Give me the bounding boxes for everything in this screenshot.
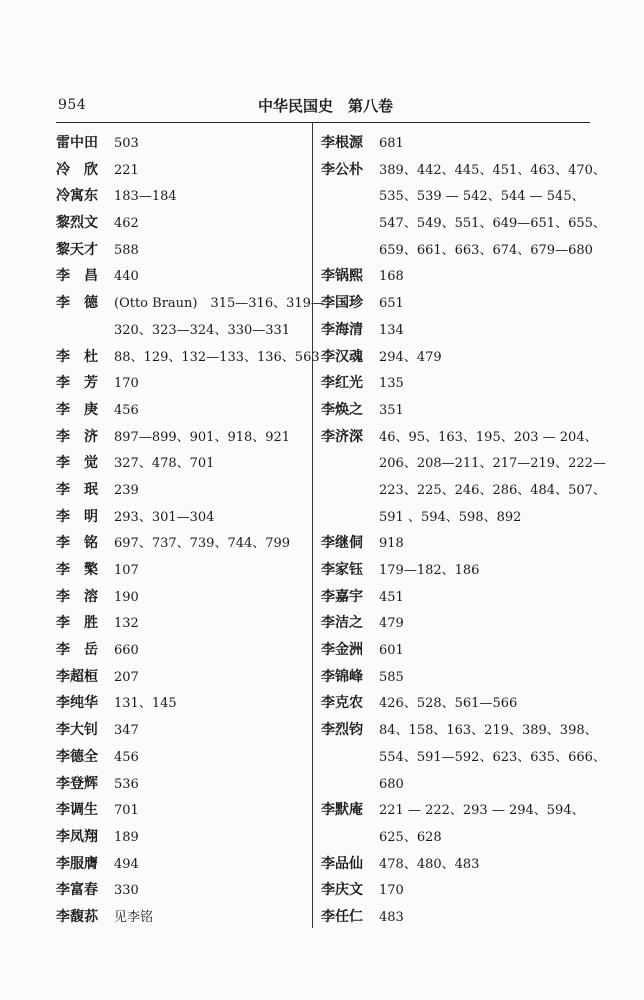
entry-pages: 389、442、445、451、463、470、 (379, 162, 606, 178)
entry-name: 李国珍 (321, 295, 363, 312)
entry-line (56, 530, 308, 557)
index-entry (56, 477, 308, 504)
header-rule (56, 122, 590, 123)
entry-pages: 585 (379, 669, 404, 685)
entry-pages: 554、591—592、623、635、666、 (379, 749, 606, 765)
entry-pages: (Otto Braun) 315—316、319— (114, 296, 324, 312)
index-entry (321, 557, 593, 584)
entry-name: 李 昌 (56, 268, 98, 285)
entry-name: 李锅熙 (321, 268, 363, 285)
entry-continuation-line (321, 477, 606, 504)
entry-name: 李服膺 (56, 855, 98, 872)
entry-name: 李洁之 (321, 615, 363, 632)
entry-pages: 451 (379, 589, 404, 605)
entry-pages: 681 (379, 136, 404, 151)
entry-pages: 179—182、186 (379, 563, 480, 578)
index-entry (56, 851, 308, 878)
column-divider (312, 122, 313, 928)
entry-line (56, 637, 308, 664)
index-column-left (56, 130, 324, 931)
entry-line (321, 397, 593, 424)
entry-pages: 206、208—211、217—219、222— (379, 456, 606, 472)
index-entry (321, 690, 593, 717)
entry-line (321, 344, 593, 371)
entry-pages: 221 — 222、293 — 294、594、 (379, 803, 585, 819)
entry-pages: 135 (379, 376, 404, 392)
index-entry (56, 344, 320, 371)
entry-name: 李家钰 (321, 562, 363, 578)
index-entry (321, 263, 593, 290)
entry-name: 李大钊 (56, 722, 98, 739)
entry-pages: 697、737、739、744、799 (114, 536, 291, 552)
index-entry (321, 317, 593, 344)
entry-name: 李超桓 (56, 668, 98, 685)
index-entry (56, 504, 308, 531)
index-entry (321, 157, 606, 264)
entry-line (56, 877, 308, 904)
entry-pages: 183—184 (114, 189, 177, 205)
entry-line (321, 904, 593, 931)
entry-pages: 189 (114, 829, 139, 845)
entry-pages: 221 (114, 162, 139, 178)
index-entry (56, 237, 308, 264)
entry-name: 李 溶 (56, 588, 98, 605)
entry-line (321, 797, 593, 824)
entry-name: 李 铭 (56, 535, 98, 552)
entry-line (321, 263, 593, 290)
index-entry (321, 344, 593, 371)
entry-pages: 462 (114, 216, 139, 232)
entry-pages: 170 (114, 376, 139, 392)
entry-name: 李克农 (321, 695, 363, 712)
entry-pages: 170 (379, 883, 404, 899)
entry-line (56, 797, 308, 824)
index-entry (321, 397, 593, 424)
entry-pages: 897—899、901、918、921 (114, 429, 291, 445)
index-entry (56, 183, 308, 210)
index-entry (56, 130, 308, 157)
entry-name: 李红光 (321, 375, 363, 392)
entry-name: 李 觉 (56, 455, 98, 472)
page-number: 954 (58, 97, 87, 113)
index-entry (321, 424, 606, 531)
entry-name: 黎天才 (56, 241, 98, 258)
entry-pages: 625、628 (379, 829, 442, 845)
entry-name: 李济深 (321, 428, 363, 445)
entry-name: 李烈钧 (321, 722, 363, 739)
entry-name: 雷中田 (56, 135, 98, 151)
entry-name: 李海清 (321, 321, 363, 338)
entry-continuation-line (321, 450, 606, 477)
entry-name: 李 檠 (56, 562, 98, 578)
entry-continuation-line (321, 771, 593, 798)
entry-continuation-line (321, 824, 593, 851)
entry-continuation-line (321, 744, 606, 771)
index-entry (56, 157, 308, 184)
entry-pages: 132 (114, 616, 139, 632)
entry-pages: 536 (114, 776, 139, 792)
entry-line (321, 370, 593, 397)
index-entry (321, 637, 593, 664)
index-entry (56, 263, 308, 290)
entry-pages: 588 (114, 242, 139, 258)
entry-pages: 见李铭 (114, 909, 154, 925)
entry-line (56, 237, 308, 264)
entry-pages: 591 、594、598、892 (379, 509, 522, 525)
entry-line (321, 130, 593, 157)
entry-name: 李焕之 (321, 401, 363, 418)
entry-name: 李凤翔 (56, 828, 98, 845)
entry-pages: 239 (114, 482, 139, 498)
index-entry (321, 877, 593, 904)
page-header (0, 0, 644, 120)
entry-pages: 223、225、246、286、484、507、 (379, 482, 606, 498)
entry-line (56, 263, 308, 290)
entry-line (321, 664, 593, 691)
entry-line (56, 824, 308, 851)
entry-line (321, 530, 593, 557)
entry-line (56, 690, 308, 717)
entry-pages: 701 (114, 803, 139, 819)
entry-pages: 294、479 (379, 349, 442, 365)
entry-line (56, 344, 320, 371)
entry-name: 李默庵 (321, 802, 363, 819)
index-entry (321, 290, 593, 317)
entry-name: 李锦峰 (321, 668, 363, 685)
entry-name: 李馥荪 (56, 908, 98, 925)
entry-pages: 535、539 — 542、544 — 545、 (379, 189, 585, 205)
entry-line (56, 424, 308, 451)
entry-line (56, 157, 308, 184)
entry-continuation-line (321, 210, 606, 237)
entry-name: 冷 欣 (56, 161, 98, 178)
entry-pages: 320、323—324、330—331 (114, 322, 291, 338)
entry-name: 李 岳 (56, 642, 98, 659)
index-entry (56, 530, 308, 557)
index-entry (56, 210, 308, 237)
entry-name: 李金洲 (321, 642, 363, 659)
entry-name: 李汉魂 (321, 348, 363, 365)
entry-pages: 84、158、163、219、389、398、 (379, 723, 598, 739)
entry-name: 李嘉宇 (321, 588, 363, 605)
entry-pages: 88、129、132—133、136、563 (114, 349, 320, 365)
entry-line (56, 504, 308, 531)
entry-pages: 107 (114, 563, 139, 578)
entry-line (56, 397, 308, 424)
entry-continuation-line (56, 317, 308, 344)
entry-line (321, 157, 606, 184)
entry-pages: 440 (114, 269, 139, 285)
index-entry (56, 797, 308, 824)
index-entry (56, 690, 308, 717)
entry-name: 李富春 (56, 882, 98, 899)
index-entry (321, 851, 593, 878)
index-entry (56, 610, 308, 637)
entry-line (321, 690, 593, 717)
entry-pages: 330 (114, 883, 139, 899)
entry-pages: 327、478、701 (114, 456, 215, 472)
entry-pages: 659、661、663、674、679—680 (379, 242, 593, 258)
entry-line (321, 851, 593, 878)
index-entry (56, 397, 308, 424)
entry-name: 李 珉 (56, 481, 98, 498)
entry-line (56, 130, 308, 157)
entry-line (321, 424, 598, 451)
entry-name: 李调生 (56, 802, 98, 819)
entry-pages: 680 (379, 776, 404, 792)
entry-name: 李德全 (56, 748, 98, 765)
entry-line (321, 584, 593, 611)
entry-pages: 351 (379, 402, 404, 418)
index-entry (321, 717, 606, 797)
entry-name: 李 芳 (56, 375, 98, 392)
entry-name: 李任仁 (321, 908, 363, 925)
entry-pages: 918 (379, 536, 404, 552)
entry-pages: 547、549、551、649—651、655、 (379, 216, 606, 232)
entry-line (56, 851, 308, 878)
entry-line (56, 771, 308, 798)
entry-name: 李 济 (56, 428, 98, 445)
entry-name: 李庆文 (321, 882, 363, 899)
index-entry (56, 557, 308, 584)
running-title: 中华民国史 第八卷 (258, 97, 394, 115)
entry-line (321, 317, 593, 344)
entry-pages: 456 (114, 749, 139, 765)
entry-name: 李 德 (56, 295, 98, 312)
entry-line (56, 370, 308, 397)
entry-pages: 207 (114, 669, 139, 685)
index-entry (56, 717, 308, 744)
index-entry (56, 744, 308, 771)
index-entry (56, 370, 308, 397)
entry-line (56, 744, 308, 771)
index-entry (56, 290, 324, 343)
index-entry (321, 584, 593, 611)
entry-name: 李 庚 (56, 401, 98, 418)
entry-continuation-line (321, 183, 593, 210)
entry-pages: 347 (114, 723, 139, 739)
entry-pages: 131、145 (114, 696, 177, 712)
entry-line (56, 183, 308, 210)
entry-line (321, 290, 593, 317)
entry-name: 李登辉 (56, 775, 98, 792)
index-entry (56, 637, 308, 664)
entry-name: 李公朴 (321, 161, 363, 178)
entry-line (321, 717, 598, 744)
index-column-right (321, 130, 606, 931)
index-entry (321, 530, 593, 557)
entry-pages: 503 (114, 136, 139, 151)
entry-name: 黎烈文 (56, 215, 98, 232)
entry-name: 李根源 (321, 135, 363, 151)
index-entry (56, 424, 308, 451)
index-entry (56, 824, 308, 851)
entry-pages: 190 (114, 589, 139, 605)
index-entry (56, 771, 308, 798)
entry-pages: 46、95、163、195、203 — 204、 (379, 429, 598, 445)
index-entry (321, 370, 593, 397)
entry-line (321, 557, 593, 584)
entry-pages: 494 (114, 856, 139, 872)
entry-pages: 293、301—304 (114, 509, 215, 525)
entry-name: 李 明 (56, 508, 98, 525)
entry-line (56, 290, 324, 317)
entry-pages: 601 (379, 643, 404, 659)
entry-pages: 660 (114, 643, 139, 659)
index-entry (56, 904, 308, 931)
entry-line (56, 210, 308, 237)
entry-name: 李 胜 (56, 615, 98, 632)
index-entry (321, 797, 593, 850)
index-entry (56, 450, 308, 477)
entry-name: 李继侗 (321, 535, 363, 552)
index-entry (321, 904, 593, 931)
entry-pages: 478、480、483 (379, 856, 480, 872)
index-entry (56, 584, 308, 611)
entry-line (56, 664, 308, 691)
entry-name: 李品仙 (321, 855, 363, 872)
entry-pages: 456 (114, 402, 139, 418)
index-entry (56, 664, 308, 691)
entry-name: 冷寓东 (56, 188, 98, 205)
entry-line (56, 584, 308, 611)
entry-continuation-line (321, 504, 593, 531)
entry-pages: 426、528、561—566 (379, 696, 518, 712)
index-entry (321, 664, 593, 691)
entry-line (321, 610, 593, 637)
entry-pages: 134 (379, 322, 404, 338)
entry-line (56, 477, 308, 504)
entry-name: 李 杜 (56, 348, 98, 365)
entry-continuation-line (321, 237, 593, 264)
entry-pages: 483 (379, 909, 404, 925)
entry-line (56, 904, 308, 931)
entry-name: 李纯华 (56, 695, 98, 712)
entry-line (321, 877, 593, 904)
index-entry (321, 610, 593, 637)
entry-pages: 479 (379, 616, 404, 632)
entry-line (321, 637, 593, 664)
entry-pages: 168 (379, 269, 404, 285)
index-entry (56, 877, 308, 904)
entry-line (56, 610, 308, 637)
entry-line (56, 557, 308, 584)
entry-line (56, 450, 308, 477)
entry-line (56, 717, 308, 744)
entry-pages: 651 (379, 296, 404, 312)
index-entry (321, 130, 593, 157)
